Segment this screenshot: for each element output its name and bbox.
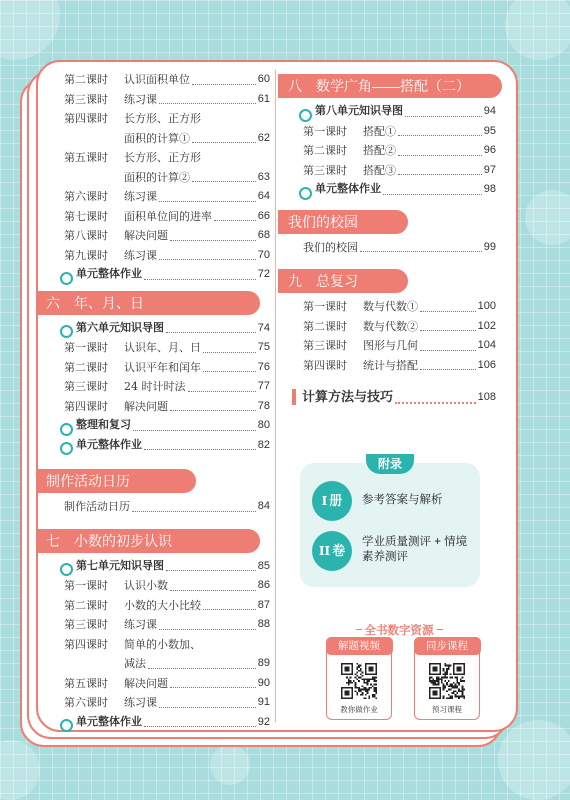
leader-dots [188, 391, 256, 392]
unit8-banner: 八 数学广角——搭配（二） [278, 74, 502, 98]
leader-dots [170, 410, 256, 411]
page-number: 96 [483, 144, 496, 156]
leader-dots [159, 629, 256, 630]
unit7-lessons [46, 576, 270, 713]
lesson-title: 认识年、月、日 [124, 341, 201, 354]
leader-dots [383, 194, 482, 195]
lesson-title: 统计与搭配 [363, 358, 418, 372]
toc-item-homework[interactable]: 单元整体作业 98 [286, 180, 496, 200]
unit7-banner: 七 小数的初步认识 [36, 529, 260, 553]
lesson-title: 解决问题 [124, 399, 168, 413]
toc-item-knowledge-map[interactable]: 第六单元知识导图 74 [46, 319, 270, 339]
lesson-number: 第二课时 [303, 319, 347, 333]
unit5-lessons [46, 70, 270, 265]
lesson-number: 第一课时 [64, 341, 108, 354]
page-number: 76 [257, 360, 270, 373]
toc-item[interactable] [46, 207, 270, 227]
ring-icon [60, 563, 73, 576]
page-number: 98 [483, 183, 496, 195]
page-number: 90 [257, 676, 270, 689]
lesson-number: 第二课时 [64, 73, 108, 86]
page-number: 70 [257, 248, 270, 261]
leader-dots [360, 251, 482, 252]
qr-card-video[interactable] [326, 640, 392, 720]
background-bubble [525, 190, 570, 245]
leader-dots [133, 430, 256, 431]
lesson-number: 第四课时 [303, 358, 347, 372]
toc-item[interactable] [46, 596, 270, 616]
page-number: 63 [257, 170, 270, 183]
toc-item-continued[interactable] [46, 129, 270, 149]
background-bubble [0, 740, 40, 800]
page-number: 85 [257, 559, 270, 572]
toc-right-column [286, 70, 496, 409]
lesson-title: 练习课 [124, 190, 157, 203]
toc-item-homework[interactable]: 单元整体作业 82 [46, 436, 270, 456]
leader-dots [398, 155, 482, 156]
ring-icon [60, 325, 73, 338]
lesson-title: 长方形、正方形 [124, 151, 201, 164]
unit9-lessons [286, 297, 496, 375]
lesson-title: 搭配③ [363, 163, 396, 177]
lesson-number: 第五课时 [64, 676, 108, 690]
toc-item[interactable] [286, 141, 496, 161]
toc-item-knowledge-map[interactable]: 第七单元知识导图 85 [46, 557, 270, 577]
page-number: 99 [483, 240, 496, 253]
lesson-number: 第六课时 [64, 190, 108, 203]
toc-item-continued[interactable] [46, 168, 270, 188]
leader-dots [170, 590, 256, 591]
toc-item[interactable] [46, 377, 270, 397]
lesson-number: 第三课时 [303, 339, 347, 352]
qr-card-caption: 预习课程 [432, 705, 462, 714]
toc-item[interactable] [286, 336, 496, 356]
volume-2-label[interactable]: 学业质量测评 + 情境 素养测评 [362, 536, 468, 563]
toc-item[interactable] [46, 358, 270, 378]
unit8-lessons [286, 122, 496, 181]
leader-dots [398, 174, 482, 175]
page-number: 61 [257, 92, 270, 105]
lesson-title: 认识小数 [124, 579, 168, 592]
leader-dots [166, 570, 256, 571]
lesson-number: 第三课时 [64, 618, 108, 631]
lesson-title: 长方形、正方形 [124, 112, 201, 125]
lesson-title: 练习课 [124, 696, 157, 709]
column-divider [275, 70, 276, 722]
leader-dots [420, 369, 476, 370]
lesson-title-continued: 面积的计算② [124, 170, 190, 184]
lesson-title: 小数的大小比较 [124, 598, 201, 612]
page-number: 102 [477, 319, 496, 332]
lesson-number: 第一课时 [64, 579, 108, 592]
volume-2-icon: II 卷 [312, 531, 352, 571]
lesson-number: 第二课时 [64, 360, 108, 374]
lesson-title-continued: 减法 [124, 657, 146, 670]
page-number: 87 [257, 598, 270, 611]
toc-item[interactable] [46, 148, 270, 168]
toc-item-homework[interactable]: 单元整体作业 92 [46, 713, 270, 733]
toc-item[interactable] [46, 70, 270, 90]
background-bubble [505, 0, 570, 60]
leader-dots [166, 332, 256, 333]
page-number: 62 [257, 131, 270, 144]
page-number: 80 [257, 419, 270, 431]
lesson-number: 第二课时 [64, 598, 108, 612]
appendix-tab: 附录 [366, 454, 414, 474]
toc-item[interactable] [46, 187, 270, 207]
page-number: 72 [257, 268, 270, 280]
page-number: 77 [257, 380, 270, 392]
lesson-title: 认识面积单位 [124, 73, 190, 86]
leader-dots [420, 330, 476, 331]
toc-item[interactable] [286, 122, 496, 142]
background-bubble [498, 720, 570, 800]
page-number: 60 [257, 73, 270, 85]
leader-dots [148, 668, 256, 669]
leader-dots [170, 240, 256, 241]
qr-card-caption: 教你做作业 [340, 705, 378, 714]
lesson-number: 第六课时 [64, 696, 108, 709]
toc-item[interactable] [286, 297, 496, 317]
page-number: 106 [477, 358, 496, 371]
page-number: 86 [257, 579, 270, 591]
lesson-number: 第三课时 [303, 163, 347, 177]
toc-item[interactable]: 制作活动日历 84 [46, 497, 270, 517]
toc-item[interactable] [46, 635, 270, 655]
accent-bar [292, 389, 296, 405]
toc-item[interactable] [286, 356, 496, 376]
background-bubble [0, 0, 60, 60]
lesson-title-continued: 面积的计算① [124, 131, 190, 145]
ring-icon [60, 719, 73, 732]
lesson-number: 第四课时 [64, 112, 108, 125]
lesson-number: 第九课时 [64, 248, 108, 262]
campus-banner: 我们的校园 [278, 210, 408, 234]
leader-dots [395, 402, 476, 404]
ring-icon [60, 442, 73, 455]
qr-card-label: 同步课程 [414, 637, 481, 655]
lesson-title: 解决问题 [124, 229, 168, 242]
unit6-banner: 六 年、月、日 [36, 291, 260, 315]
lesson-title: 练习课 [124, 92, 157, 106]
page-number: 68 [257, 229, 270, 241]
background-bubble [210, 745, 250, 785]
page-number: 108 [477, 391, 496, 403]
lesson-number: 第八课时 [64, 229, 108, 242]
ring-icon [299, 109, 312, 122]
lesson-number: 第七课时 [64, 209, 108, 223]
page-number: 84 [257, 500, 270, 512]
lesson-title: 练习课 [124, 248, 157, 262]
leader-dots [159, 707, 256, 708]
qr-code-icon [341, 663, 377, 699]
unit6-lessons [46, 338, 270, 416]
leader-dots [192, 84, 256, 85]
page-number: 91 [257, 696, 270, 708]
page-number: 75 [257, 341, 270, 353]
page-number: 78 [257, 399, 270, 412]
lesson-title: 搭配② [363, 144, 396, 157]
leader-dots [159, 201, 256, 202]
page-number: 92 [257, 715, 270, 728]
toc-item[interactable] [46, 109, 270, 129]
leader-dots [144, 449, 256, 450]
toc-item[interactable] [46, 246, 270, 266]
leader-dots [192, 142, 256, 143]
toc-item[interactable] [286, 317, 496, 337]
toc-item-continued[interactable] [46, 654, 270, 674]
lesson-title: 搭配① [363, 124, 396, 138]
volume-1-label[interactable]: 参考答案与解析 [362, 494, 443, 506]
leader-dots [214, 220, 256, 221]
leader-dots [398, 135, 482, 136]
toc-item-methods[interactable]: 计算方法与技巧 108 [286, 385, 496, 409]
lesson-number: 第四课时 [64, 637, 108, 651]
lesson-title: 数与代数① [363, 300, 418, 313]
page-number: 94 [483, 105, 496, 117]
leader-dots [405, 116, 482, 117]
unit9-banner: 九 总复习 [278, 269, 408, 293]
leader-dots [159, 259, 256, 260]
qr-card-label: 解题视频 [326, 637, 393, 655]
toc-item[interactable] [46, 576, 270, 596]
ring-icon [299, 187, 312, 200]
toc-item-knowledge-map[interactable]: 第八单元知识导图 94 [286, 102, 496, 122]
page-number: 88 [257, 618, 270, 630]
calendar-banner: 制作活动日历 [36, 469, 196, 493]
toc-item[interactable] [46, 615, 270, 635]
page-number: 64 [257, 190, 270, 202]
leader-dots [132, 511, 256, 512]
page-number: 95 [483, 124, 496, 137]
lesson-number: 第四课时 [64, 399, 108, 413]
page-number: 82 [257, 438, 270, 451]
lesson-number: 第三课时 [64, 92, 108, 106]
page-number: 104 [477, 339, 496, 351]
ring-icon [60, 272, 73, 285]
lesson-title: 解决问题 [124, 676, 168, 690]
leader-dots [159, 103, 256, 104]
lesson-number: 第一课时 [303, 300, 347, 313]
lesson-number: 第二课时 [303, 144, 347, 157]
page-number: 89 [257, 657, 270, 669]
volume-1-icon: I 册 [312, 481, 352, 521]
lesson-title: 认识平年和闰年 [124, 360, 201, 374]
lesson-title: 练习课 [124, 618, 157, 631]
toc-item-homework[interactable]: 单元整体作业 72 [46, 265, 270, 285]
toc-item[interactable] [46, 90, 270, 110]
toc-item[interactable] [46, 693, 270, 713]
page-number: 100 [477, 300, 496, 312]
leader-dots [203, 371, 256, 372]
toc-item[interactable] [46, 674, 270, 694]
page-number: 74 [257, 321, 270, 334]
leader-dots [203, 609, 256, 610]
lesson-number: 第一课时 [303, 124, 347, 138]
leader-dots [192, 181, 256, 182]
lesson-title: 24 时计时法 [124, 380, 186, 393]
toc-left-column [46, 70, 270, 732]
toc-item[interactable] [286, 161, 496, 181]
resources-title: 全书数字资源 [350, 622, 448, 638]
lesson-title: 简单的小数加、 [124, 637, 201, 651]
page-number: 66 [257, 209, 270, 222]
toc-item[interactable] [46, 338, 270, 358]
appendix-panel [300, 457, 480, 587]
ring-icon [60, 423, 73, 436]
lesson-title: 数与代数② [363, 319, 418, 333]
lesson-number: 第五课时 [64, 151, 108, 164]
lesson-number: 第三课时 [64, 380, 108, 393]
lesson-title: 面积单位间的进率 [124, 209, 212, 223]
toc-item-review[interactable]: 整理和复习 80 [46, 416, 270, 436]
leader-dots [203, 352, 256, 353]
qr-code-icon [429, 663, 465, 699]
leader-dots [144, 726, 256, 727]
leader-dots [420, 350, 476, 351]
leader-dots [170, 687, 256, 688]
leader-dots [144, 279, 256, 280]
qr-card-course[interactable] [414, 640, 480, 720]
leader-dots [420, 311, 476, 312]
page-number: 97 [483, 163, 496, 176]
lesson-title: 图形与几何 [363, 339, 418, 352]
toc-item[interactable]: 我们的校园 99 [286, 238, 496, 258]
toc-item[interactable] [46, 397, 270, 417]
toc-item[interactable] [46, 226, 270, 246]
